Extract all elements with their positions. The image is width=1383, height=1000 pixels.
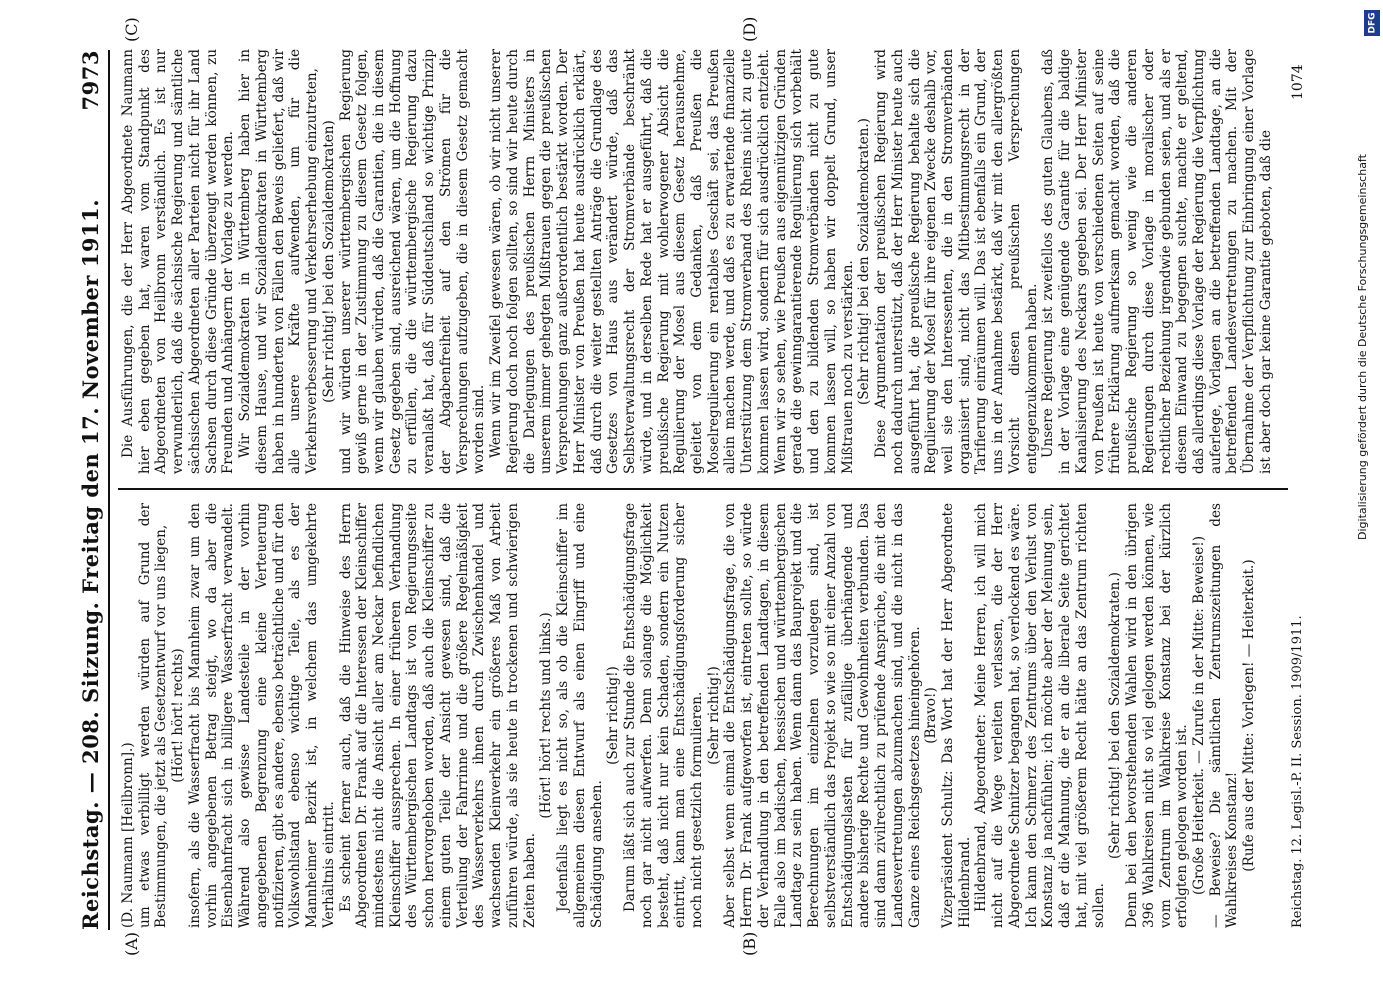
paragraph: Unsere Regierung ist zweifellos des guten Glaubens, daß in der Vorlage eine genügende Garantie für die baldige Kanalisierung des Neckars gegeben sei. Der Herr Minister von Preußen ist heute von verschiedenen Seiten auf seine frühere Erklärung aufmerksam gemacht worden, daß die preußische Regierung so wenig wie die anderen Regierungen durch diese Vorlage in moralischer oder rechtlicher Beziehung irgendwie gebunden seien, und als er diesem Einwand zu begegnen suchte, machte er geltend, daß allerdings diese Vorlage der Regierung die Verpflichtung auferlege, Vorlagen an die betreffenden Landtage, an die betreffenden Landesvertretungen zu machen. Mit der Übernahme der Verpflichtung zur Einbringung einer Vorlage ist aber doch gar keine Garantie geboten, daß die	[1040, 49, 1274, 474]
interjection: (Sehr richtig!)	[705, 666, 722, 765]
paragraph: um etwas verbilligt werden würden auf Grund der Bestimmungen, die jetzt als Gesetzentwurf vor uns liegen,	[136, 503, 170, 928]
interjection: (Sehr richtig! bei den Sozialdemokraten.)	[856, 118, 873, 405]
paragraph: Jedenfalls liegt es nicht so, als ob die Kleinschiffer im allgemeinen diesen Entwurf als einen Eingriff und eine Schädigung ansehen.	[555, 503, 605, 928]
margin-marker-a: (A)	[122, 931, 141, 956]
running-head	[78, 50, 104, 930]
page-footer: Reichstag. 12. Legisl.-P. II. Session. 1909/1911.	[1290, 615, 1305, 928]
paragraph: Hildenbrand, Abgeordneter: Meine Herren, ich will mich nicht auf die Wege verleiten verlassen, die der Herr Abgeordnete Schnitzer begangen hat, so verlockend es wäre. Ich kann den Schmerz des Zentrums über den Verlust von Konstanz ja nachfühlen; ich möchte aber der Meinung sein, daß er die Mahnung, die er an die liberale Seite gerichtet hat, mit viel größerem Recht hätte an das Zentrum richten sollen.	[973, 503, 1107, 928]
interjection: (Sehr richtig! bei den Sozialdemokraten.)	[1107, 572, 1124, 859]
paragraph: Wir Sozialdemokraten in Württemberg haben hier in diesem Hause, und wir Sozialdemokraten in Württemberg haben in hunderten von Fällen den Beweis geliefert, daß wir alle unsere Kräfte aufwenden, um für die Verkehrsverbesserung und Verkehrserhebung einzutreten,	[237, 49, 321, 474]
right-column	[120, 49, 1275, 474]
interjection: (Sehr richtig! bei den Sozialdemokraten)	[320, 120, 337, 403]
paragraph: — Beweise? Die sämtlichen Zentrumszeitungen des Wahlkreises Konstanz!	[1207, 503, 1241, 928]
interjection: (Große Heiterkeit. — Zurufe in der Mitte: Beweise!)	[1191, 535, 1207, 896]
sheet-number: 1074	[1290, 64, 1306, 100]
paragraph: Die Ausführungen, die der Herr Abgeordnete Naumann hier eben gegeben hat, waren vom Standpunkt des Abgeordneten von Heilbronn verständlich. Es ist nur verwunderlich, daß die sächsische Regierung und sämtliche sächsischen Abgeordneten aller Parteien nicht für ihr Land Sachsen durch diese Gründe überzeugt werden können, zu Freunden und Anhängern der Vorlage zu werden.	[120, 49, 237, 474]
interjection: (Bravo!)	[923, 687, 940, 744]
interjection: (Sehr richtig!)	[605, 666, 622, 765]
interjection: (Hört! hört! rechts und links.)	[538, 612, 555, 819]
paragraph: Aber selbst wenn einmal die Entschädigungsfrage, die von Herrn Dr. Frank aufgeworfen ist, eintreten sollte, so würde der Verhandlung in den betreffenden Landtagen, in diesem Falle also im badischen, hessischen und württembergischen Landtage zu sein haben. Wenn dann das Bauprojekt und die Berechnungen im einzelnen vorzulegen sind, ist selbstverständlich das Projekt so wie so mit einer Anzahl von Entschädigungslasten für zufällige überhängende und andere bisherige Rechte und Gewohnheiten verbunden. Das sind dann zivilrechtlich zu prüfende Ansprüche, die mit den Landesvertretungen abzumachen sind, und die nicht in das Ganze eines Reichsgesetzes hineingehören.	[722, 503, 923, 928]
interjection: (Hört! hört! rechts)	[170, 648, 187, 783]
column-divider	[118, 488, 1288, 490]
header-rule	[108, 50, 110, 930]
paragraph: insofern, als die Wasserfracht bis Mannheim zwar um den vorhin angegebenen Betrag steigt, wo da aber die Eisenbahnfracht sich in billigere Wasserfracht verwandelt. Während also gewisse Landesteile in der vorhin angegebenen Begrenzung eine kleine Verteuerung notifizieren, gibt es andere, ebenso beträchtliche und für den Volkswohlstand ebenso wichtige Teile, als es der Mannheimer Bezirk ist, in welchem das umgekehrte Verhältnis eintritt.	[186, 503, 337, 928]
digitization-notice: Digitalisierung gefördert durch die Deutsche Forschungsgemeinschaft	[1356, 154, 1369, 540]
dfg-logo-text: DFG	[1367, 12, 1378, 34]
paragraph: Vizepräsident Schultz: Das Wort hat der Herr Abgeordnete Hildenbrand.	[939, 503, 973, 928]
document-page	[40, 0, 1340, 1000]
paragraph: und wir würden unserer württembergischen Regierung gewiß gerne in der Zustimmung zu diesem Gesetz folgen, wenn wir glauben würden, daß die Garantien, die in diesem Gesetz gegeben sind, ausreichend wären, um die Hoffnung zu erfüllen, die die württembergische Regierung dazu veranlaßt hat, daß für Süddeutschland so wichtige Prinzip der Abgabenfreiheit auf den Strömen für die Versprechungen aufzugeben, die in diesem Gesetz gemacht worden sind.	[337, 49, 488, 474]
left-column	[120, 503, 1258, 928]
margin-marker-b: (B)	[740, 931, 759, 956]
paragraph: Diese Argumentation der preußischen Regierung wird noch dadurch unterstützt, daß der Herr Minister heute auch ausgeführt hat, die preußische Regierung behalte sich die Regulierung der Mosel für ihre eigenen Zwecke deshalb vor, weil sie den Interessenten, die in den Stromverbänden organisiert sind, nicht das Mitbestimmungsrecht in der Tarifierung einräumen will. Das ist ebenfalls ein Grund, der uns in der Annahme bestärkt, daß wir mit den allergrößten Vorsicht diesen preußischen Versprechungen entgegenzukommen haben.	[873, 49, 1040, 474]
paragraph: Es scheint ferner auch, daß die Hinweise des Herrn Abgeordneten Dr. Frank auf die Interessen der Kleinschiffer mindestens nicht die Ansicht aller am Neckar befindlichen Kleinschiffer aussprechen. In einer früheren Verhandlung des Württembergischen Landtags ist von Regierungsseite schon hervorgehoben worden, daß auch die Kleinschiffer zu einem guten Teile der Ansicht gewesen sind, daß die Verteilung der Fahrrinne und die größere Regelmäßigkeit des Wasserverkehrs ihnen durch Zwischenhandel und wachsenden Kleinverkehr ein größeres Maß von Arbeit zuführen würde, als sie heute in trockenen und schwierigen Zeiten haben.	[337, 503, 538, 928]
paragraph: Denn bei den bevorstehenden Wahlen wird in den übrigen 396 Wahlkreisen nicht so viel gelogen werden können, wie vom Zentrum im Wahlkreise Konstanz bei der kürzlich erfolgten gelogen worden ist.	[1124, 503, 1191, 928]
paragraph: Wenn wir im Zweifel gewesen wären, ob wir nicht unserer Regierung doch noch folgen sollten, so sind wir heute durch die Darlegungen des preußischen Herrn Ministers in unserem immer gehegten Mißtrauen gegen die preußischen Versprechungen ganz außerordentlich bestärkt worden. Der Herr Minister von Preußen hat heute ausdrücklich erklärt, daß durch die weiter gestellten Anträge die Grundlage des Gesetzes von Haus aus verändert würde, daß das Selbstverwaltungsrecht der Stromverbände beschränkt würde, und in derselben Rede hat er ausgeführt, daß die preußische Regierung mit wohlerwogener Absicht die Regulierung der Mosel aus diesem Gesetz herausnehme, geleitet von dem Gedanken, daß Preußen die Moselregulierung ein rentables Geschäft sei, das Preußen allein machen werde, und daß es zu erwartende finanzielle Unterstützung dem Stromverband des Rheins nicht zu gute kommen lassen wird, sondern für sich ausdrücklich entzieht. Wenn wir so sehen, wie Preußen aus eigennützigen Gründen gerade die gewinngarantierende Regulierung sich vorbehält und den zu bildenden Stromverbänden nicht zu gute kommen lassen will, so haben wir doppelt Grund, unser Mißtrauen noch zu verstärken.	[488, 49, 856, 474]
running-head-title: Reichstag. — 208. Sitzung. Freitag den 17. November 1911.	[78, 198, 103, 930]
page-number: 7973	[78, 50, 103, 111]
paragraph: Darum läßt sich auch zur Stunde die Entschädigungsfrage noch gar nicht aufwerfen. Denn solange die Möglichkeit besteht, daß nicht nur kein Schaden, sondern ein Nutzen eintritt, kann man eine Entschädigungsforderung sicher noch nicht gesetzlich formulieren.	[622, 503, 705, 928]
paragraph: (D. Naumann [Heilbronn].)	[120, 742, 136, 928]
margin-marker-c: (C)	[122, 17, 141, 42]
margin-marker-d: (D)	[740, 16, 759, 42]
interjection: (Rufe aus der Mitte: Vorlegen! — Heiterkeit.)	[1241, 559, 1258, 872]
dfg-logo	[1364, 10, 1380, 36]
